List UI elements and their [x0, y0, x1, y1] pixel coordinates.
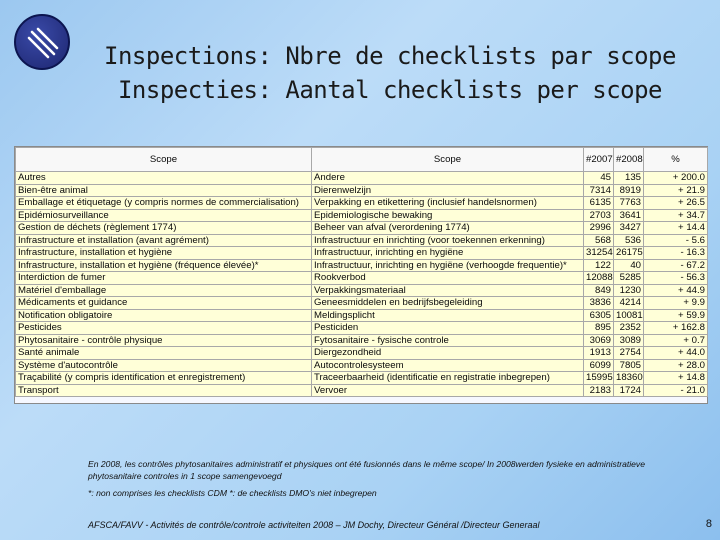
cell-scope-fr: Infrastructure, installation et hygiène (fréquence élevée)*: [16, 259, 312, 272]
cell-2007: 7314: [584, 184, 614, 197]
cell-2007: 45: [584, 172, 614, 185]
cell-scope-fr: Pesticides: [16, 322, 312, 335]
cell-2008: 1230: [614, 284, 644, 297]
cell-percent: + 59.9: [644, 309, 708, 322]
cell-2008: 3427: [614, 222, 644, 235]
cell-2007: 6099: [584, 359, 614, 372]
table-row: [16, 334, 708, 347]
cell-scope-nl: Diergezondheid: [312, 347, 584, 360]
cell-percent: + 200.0: [644, 172, 708, 185]
cell-2007: 122: [584, 259, 614, 272]
table-row: [16, 184, 708, 197]
fusion-note: En 2008, les contrôles phytosanitaires administratif et physiques ont été fusionnés dans le même scope/ In 2008werden fysieke en administratieve phytosanitaire controles in 1 scope samengevoegd: [88, 459, 645, 481]
table-row: [16, 209, 708, 222]
cell-percent: + 9.9: [644, 297, 708, 310]
table-row: [16, 372, 708, 385]
cell-2007: 3069: [584, 334, 614, 347]
cell-2007: 2703: [584, 209, 614, 222]
page-title-dutch: Inspecties: Aantal checklists per scope: [117, 76, 663, 104]
cell-2007: 2996: [584, 222, 614, 235]
footer-text: AFSCA/FAVV - Activités de contrôle/controle activiteiten 2008 – JM Dochy, Directeur Général /Directeur Generaal: [88, 520, 540, 530]
cell-percent: + 0.7: [644, 334, 708, 347]
cell-scope-nl: Dierenwelzijn: [312, 184, 584, 197]
cell-scope-nl: Traceerbaarheid (identificatie en registratie inbegrepen): [312, 372, 584, 385]
cell-percent: + 28.0: [644, 359, 708, 372]
cell-2007: 1913: [584, 347, 614, 360]
header-2008: #2008: [614, 148, 644, 172]
cell-percent: + 14.8: [644, 372, 708, 385]
cell-scope-nl: Infrastructuur, inrichting en hygiëne (verhoogde frequentie)*: [312, 259, 584, 272]
cell-2007: 2183: [584, 384, 614, 397]
cell-scope-nl: Beheer van afval (verordening 1774): [312, 222, 584, 235]
header-scope-fr: Scope: [16, 148, 312, 172]
table-row: [16, 347, 708, 360]
cell-percent: - 67.2: [644, 259, 708, 272]
checklists-table: [14, 146, 708, 404]
cell-scope-nl: Meldingsplicht: [312, 309, 584, 322]
table-row: [16, 234, 708, 247]
cell-2007: 31254: [584, 247, 614, 260]
cell-scope-fr: Interdiction de fumer: [16, 272, 312, 285]
cell-2007: 849: [584, 284, 614, 297]
table-row: [16, 297, 708, 310]
cdm-note: *: non comprises les checklists CDM *: de checklists DMO's niet inbegrepen: [88, 488, 377, 498]
cell-2007: 6135: [584, 197, 614, 210]
cell-2008: 536: [614, 234, 644, 247]
cell-scope-fr: Notification obligatoire: [16, 309, 312, 322]
cell-2008: 26175: [614, 247, 644, 260]
header-percent: %: [644, 148, 708, 172]
cell-scope-nl: Andere: [312, 172, 584, 185]
cell-2008: 1724: [614, 384, 644, 397]
cell-scope-nl: Verpakkingsmateriaal: [312, 284, 584, 297]
table-row: [16, 359, 708, 372]
page-title-french: Inspections: Nbre de checklists par scope: [104, 42, 676, 70]
table-row: [16, 322, 708, 335]
cell-2007: 15995: [584, 372, 614, 385]
cell-scope-fr: Emballage et étiquetage (y compris normes de commercialisation): [16, 197, 312, 210]
header-2007: #2007: [584, 148, 614, 172]
header-scope-nl: Scope: [312, 148, 584, 172]
page-number: 8: [705, 518, 712, 530]
cell-2008: 10081: [614, 309, 644, 322]
cell-scope-fr: Bien-être animal: [16, 184, 312, 197]
table-row: [16, 222, 708, 235]
cell-percent: + 21.9: [644, 184, 708, 197]
cell-scope-nl: Fytosanitaire - fysische controle: [312, 334, 584, 347]
cell-2008: 2352: [614, 322, 644, 335]
cell-2008: 3641: [614, 209, 644, 222]
cell-percent: - 16.3: [644, 247, 708, 260]
cell-2008: 3089: [614, 334, 644, 347]
cell-scope-fr: Matériel d'emballage: [16, 284, 312, 297]
cell-scope-fr: Médicaments et guidance: [16, 297, 312, 310]
cell-2008: 4214: [614, 297, 644, 310]
cell-scope-nl: Autocontrolesysteem: [312, 359, 584, 372]
table-row: [16, 259, 708, 272]
cell-percent: - 56.3: [644, 272, 708, 285]
cell-scope-fr: Transport: [16, 384, 312, 397]
cell-percent: + 34.7: [644, 209, 708, 222]
table-row: [16, 172, 708, 185]
cell-scope-fr: Autres: [16, 172, 312, 185]
cell-percent: + 26.5: [644, 197, 708, 210]
cell-scope-nl: Infrastructuur, inrichting en hygiëne: [312, 247, 584, 260]
cell-scope-fr: Infrastructure et installation (avant agrément): [16, 234, 312, 247]
cell-percent: + 44.0: [644, 347, 708, 360]
cell-scope-fr: Epidémiosurveillance: [16, 209, 312, 222]
checklists-table-grid: [15, 147, 708, 397]
cell-percent: + 14.4: [644, 222, 708, 235]
table-row: [16, 384, 708, 397]
cell-percent: - 5.6: [644, 234, 708, 247]
table-row: [16, 272, 708, 285]
cell-percent: - 21.0: [644, 384, 708, 397]
cell-percent: + 44.9: [644, 284, 708, 297]
cell-scope-fr: Gestion de déchets (règlement 1774): [16, 222, 312, 235]
cell-scope-fr: Phytosanitaire - contrôle physique: [16, 334, 312, 347]
cell-scope-nl: Rookverbod: [312, 272, 584, 285]
cell-2008: 40: [614, 259, 644, 272]
cell-2007: 568: [584, 234, 614, 247]
table-row: [16, 197, 708, 210]
cell-scope-nl: Pesticiden: [312, 322, 584, 335]
cell-2007: 3836: [584, 297, 614, 310]
cell-scope-nl: Geneesmiddelen en bedrijfsbegeleiding: [312, 297, 584, 310]
cell-2007: 895: [584, 322, 614, 335]
cell-2008: 7763: [614, 197, 644, 210]
cell-2007: 6305: [584, 309, 614, 322]
cell-2007: 12088: [584, 272, 614, 285]
cell-percent: + 162.8: [644, 322, 708, 335]
cell-scope-nl: Infrastructuur en inrichting (voor toekennen erkenning): [312, 234, 584, 247]
afsca-logo-icon: [14, 14, 70, 70]
cell-2008: 7805: [614, 359, 644, 372]
cell-scope-fr: Système d'autocontrôle: [16, 359, 312, 372]
table-row: [16, 247, 708, 260]
cell-scope-fr: Infrastructure, installation et hygiène: [16, 247, 312, 260]
cell-2008: 8919: [614, 184, 644, 197]
cell-2008: 18360: [614, 372, 644, 385]
cell-scope-nl: Verpakking en etikettering (inclusief handelsnormen): [312, 197, 584, 210]
cell-scope-nl: Vervoer: [312, 384, 584, 397]
cell-2008: 2754: [614, 347, 644, 360]
table-row: [16, 284, 708, 297]
table-row: [16, 309, 708, 322]
cell-2008: 5285: [614, 272, 644, 285]
cell-scope-fr: Traçabilité (y compris identification et enregistrement): [16, 372, 312, 385]
table-header-row: [16, 148, 708, 172]
cell-scope-fr: Santé animale: [16, 347, 312, 360]
cell-2008: 135: [614, 172, 644, 185]
cell-scope-nl: Epidemiologische bewaking: [312, 209, 584, 222]
